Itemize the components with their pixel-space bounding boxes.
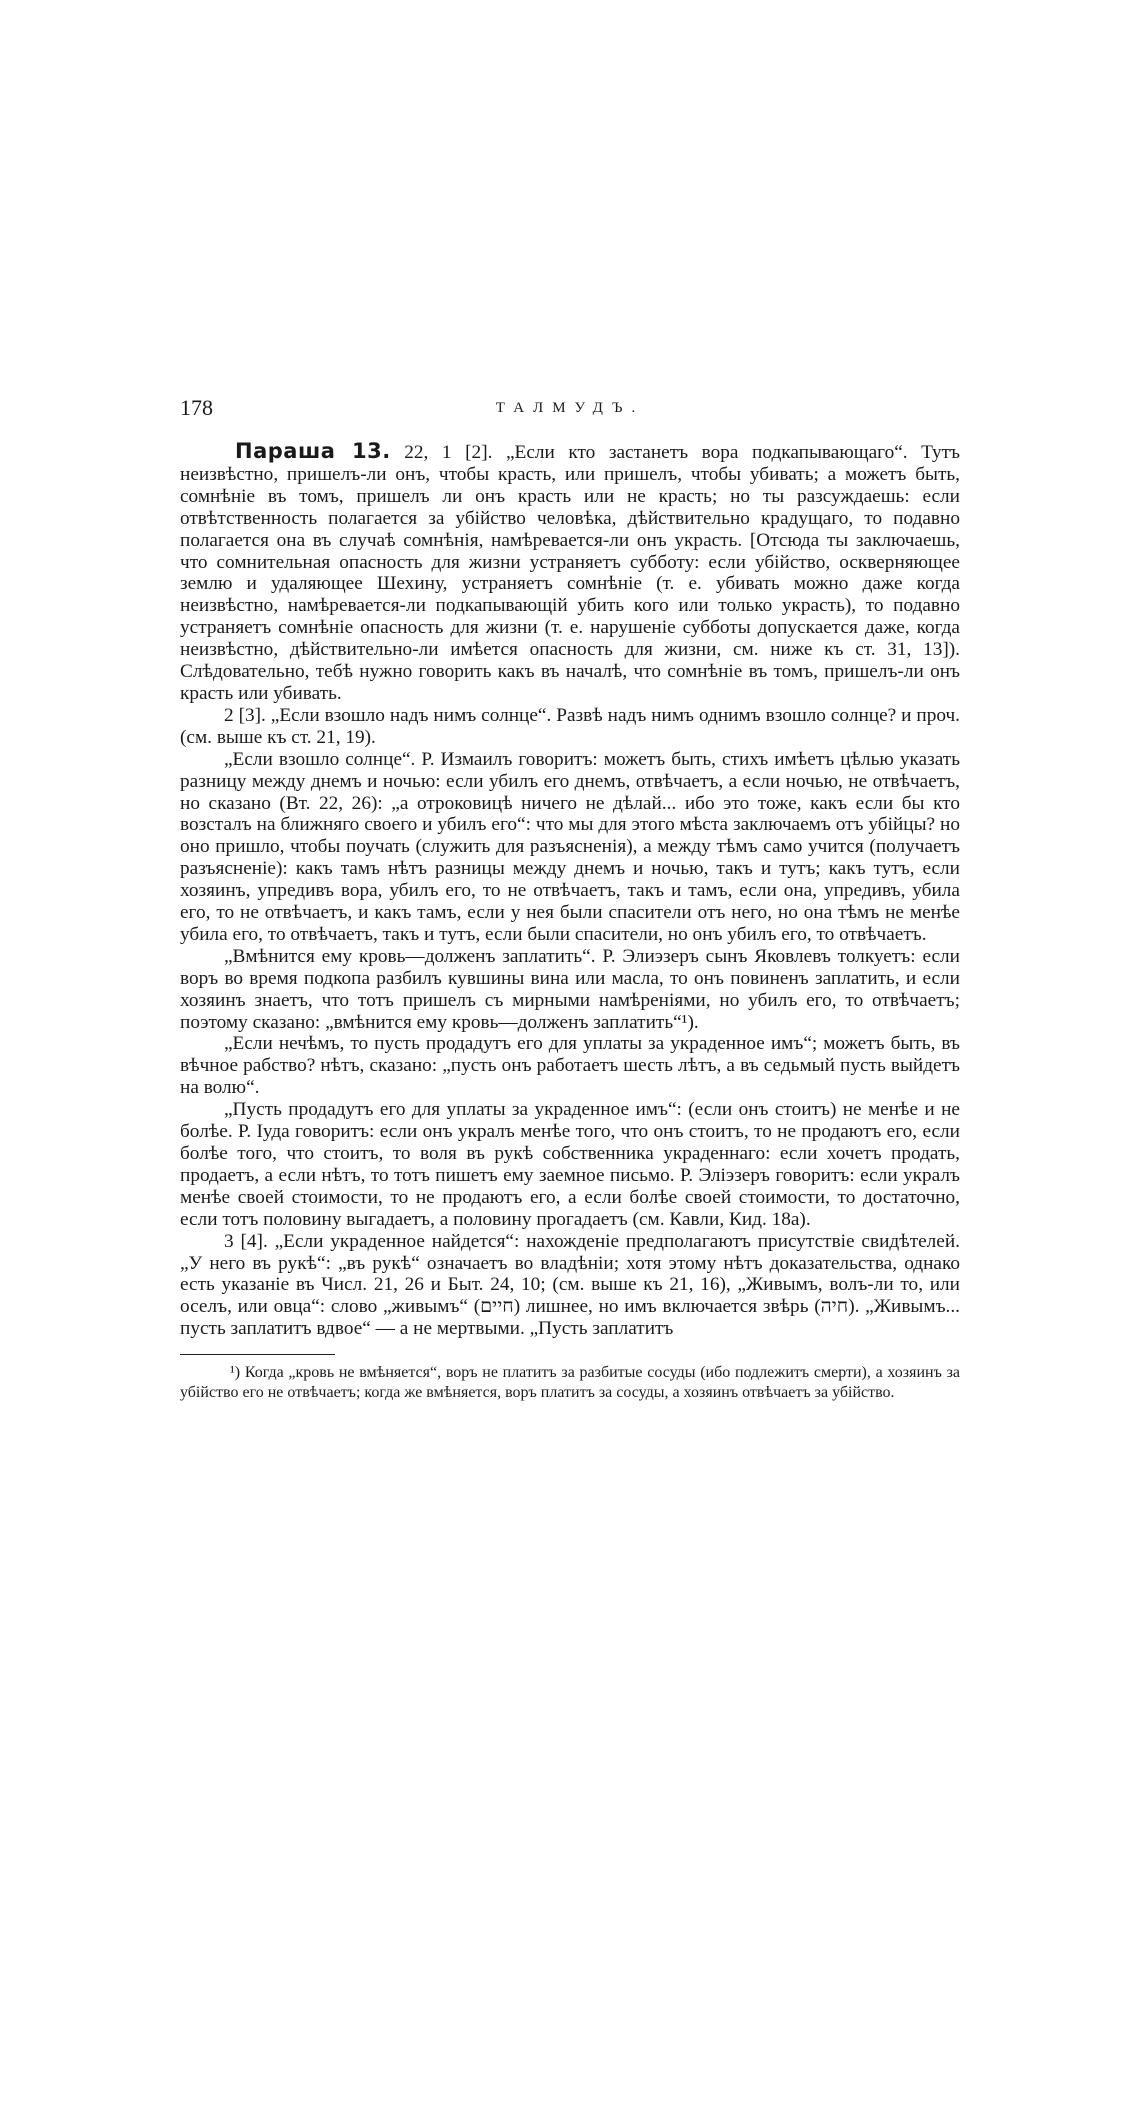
main-text bbox=[180, 441, 960, 1340]
page bbox=[180, 395, 960, 1403]
paragraph-1-text: 22, 1 [2]. „Если кто застанетъ вора подкапывающаго“. Тутъ неизвѣстно, пришелъ-ли онъ, чтобы красть, или пришелъ, чтобы убивать; а можетъ быть, сомнѣніе въ томъ, пришелъ ли онъ красть или не красть; но ты разсуждаешь: если отвѣтственность полагается за убійство человѣка, дѣйствительно крадущаго, то подавно полагается она въ случаѣ сомнѣнія, намѣревается-ли онъ украсть. [Отсюда ты заключаешь, что сомнительная опасность для жизни устраняетъ субботу: если убійство, оскверняющее землю и удаляющее Шехину, устраняетъ сомнѣніе (т. е. убивать можно даже когда неизвѣстно, намѣревается-ли подкапывающій убить кого или только украсть), то подавно устраняетъ сомнѣніе опасность для жизни (т. е. нарушеніе субботы допускается даже, когда неизвѣстно, дѣйствительно-ли имѣется опасность для жизни, см. ниже къ ст. 31, 13]). Слѣдовательно, тебѣ нужно говорить какъ въ началѣ, что сомнѣніе въ томъ, пришелъ-ли онъ красть или убивать. bbox=[180, 442, 961, 704]
paragraph-2: 2 [3]. „Если взошло надъ нимъ солнце“. Развѣ надъ нимъ однимъ взошло солнце? и проч. (см. выше къ ст. 21, 19). bbox=[180, 704, 960, 748]
paragraph-6: „Пусть продадутъ его для уплаты за украденное имъ“: (если онъ стоитъ) не менѣе и не болѣе. Р. Іуда говоритъ: если онъ укралъ менѣе того, что онъ стоитъ, то не продаютъ его, если болѣе того, что стоитъ, то воля въ рукѣ собственника украденнаго: если хочетъ продать, продаетъ, а если нѣтъ, то тотъ пишетъ ему заемное письмо. Р. Эліэзеръ говоритъ: если укралъ менѣе своей стоимости, то не продаютъ его, а если болѣе своей стоимости, то достаточно, если тотъ половину выгадаетъ, а половину прогадаетъ (см. Кавли, Кид. 18а). bbox=[180, 1099, 960, 1230]
section-title: Параша 13. bbox=[235, 439, 391, 463]
running-head: ТАЛМУДЪ. bbox=[495, 400, 645, 416]
paragraph-3: „Если взошло солнце“. Р. Измаилъ говоритъ: можетъ быть, стихъ имѣетъ цѣлью указать разницу между днемъ и ночью: если убилъ его днемъ, отвѣчаетъ, а если ночью, не отвѣчаетъ, но сказано (Вт. 22, 26): „а отроковицѣ ничего не дѣлай... ибо это тоже, какъ если бы кто возсталъ на ближняго своего и убилъ его“: что мы для этого мѣста заключаемъ отъ убійцы? но оно пришло, чтобы поучать (служить для разъясненія), а между тѣмъ само учится (получаетъ разъясненіе): какъ тамъ нѣтъ разницы между днемъ и ночью, такъ и тутъ; какъ тутъ, если хозяинъ, упредивъ вора, убилъ его, то не отвѣчаетъ, такъ и тамъ, если она, упредивъ, убила его, то не отвѣчаетъ, и какъ тамъ, если у нея были спасители отъ него, но она тѣмъ не менѣе убила его, то отвѣчаетъ, такъ и тутъ, если были спасители, но онъ убилъ его, то отвѣчаетъ. bbox=[180, 748, 960, 945]
page-header bbox=[180, 395, 960, 427]
paragraph-1 bbox=[180, 441, 960, 705]
paragraph-7: 3 [4]. „Если украденное найдется“: нахожденіе предполагаютъ присутствіе свидѣтелей. „У него въ рукѣ“: „въ рукѣ“ означаетъ во владѣніи; хотя этому нѣтъ доказательства, однако есть указаніе въ Числ. 21, 26 и Быт. 24, 10; (см. выше къ 21, 16), „Живымъ, волъ-ли то, или оселъ, или овца“: слово „живымъ“ (חיים) лишнее, но имъ включается звѣрь (חיה). „Живымъ... пусть заплатитъ вдвое“ — а не мертвыми. „Пусть заплатитъ bbox=[180, 1230, 961, 1340]
page-number: 178 bbox=[180, 395, 213, 420]
paragraph-4: „Вмѣнится ему кровь—долженъ заплатить“. Р. Элиэзеръ сынъ Яковлевъ толкуетъ: если воръ во время подкопа разбилъ кувшины вина или масла, то онъ повиненъ заплатить, и если хозяинъ знаетъ, что тотъ пришелъ съ мирными намѣреніями, но убилъ его, то отвѣчаетъ; поэтому сказано: „вмѣнится ему кровь—долженъ заплатить“¹). bbox=[180, 945, 960, 1033]
footnote-text: ¹) Когда „кровь не вмѣняется“, воръ не платитъ за разбитые сосуды (ибо подлежитъ смерти), а хозяинъ за убійство его не отвѣчаетъ; когда же вмѣняется, воръ платитъ за сосуды, а хозяинъ отвѣчаетъ за убійство. bbox=[180, 1364, 960, 1402]
footnote bbox=[180, 1363, 960, 1403]
footnote-divider bbox=[180, 1354, 335, 1355]
paragraph-5: „Если нечѣмъ, то пусть продадутъ его для уплаты за украденное имъ“; можетъ быть, въ вѣчное рабство? нѣтъ, сказано: „пусть онъ работаетъ шесть лѣтъ, а въ седьмый пусть выйдетъ на волю“. bbox=[180, 1033, 960, 1099]
